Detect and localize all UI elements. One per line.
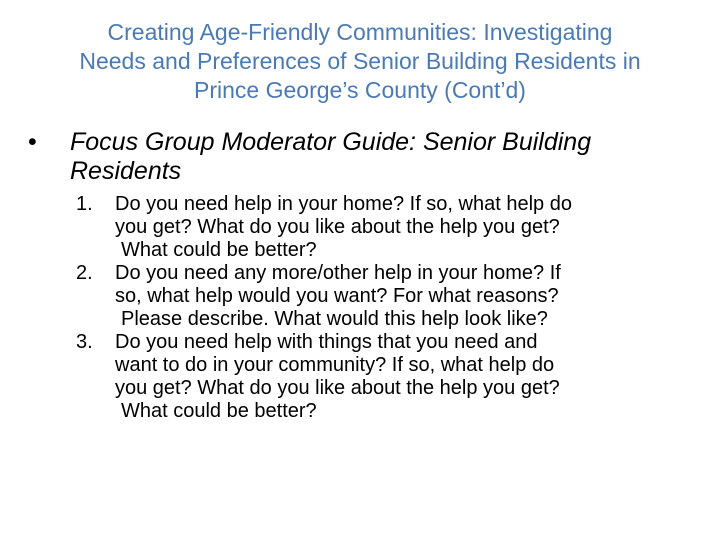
bullet-marker: • [28,128,37,156]
list-item-line: Do you need help with things that you need and [115,331,538,353]
list-item-line: Please describe. What would this help look like? [121,308,548,330]
numbered-list [76,193,706,423]
title-line: Creating Age-Friendly Communities: Investigating [107,19,613,45]
bullet-line: Focus Group Moderator Guide: Senior Building [70,128,592,156]
list-item-text [115,331,706,423]
list-item-text [115,262,706,331]
list-item-line: you get? What do you like about the help you get? [115,216,560,238]
list-item [76,331,706,423]
list-item [76,193,706,262]
bullet-line: Residents [70,157,182,185]
list-item-line: What could be better? [121,400,317,422]
list-item-text [115,193,706,262]
list-item-number: 1. [76,193,93,215]
list-item-number: 2. [76,262,93,284]
list-item-line: you get? What do you like about the help you get? [115,377,560,399]
list-item [76,262,706,331]
bullet-text [70,128,690,186]
list-item-number: 3. [76,331,93,353]
title-line: Prince George’s County (Cont’d) [194,77,526,103]
list-item-line: What could be better? [121,239,317,261]
title-line: Needs and Preferences of Senior Building Residents in [79,48,641,74]
list-item-line: so, what help would you want? For what reasons? [115,285,559,307]
list-item-line: Do you need help in your home? If so, what help do [115,193,572,215]
slide-title [30,18,690,105]
list-item-line: Do you need any more/other help in your home? If [115,262,561,284]
list-item-line: want to do in your community? If so, what help do [115,354,555,376]
